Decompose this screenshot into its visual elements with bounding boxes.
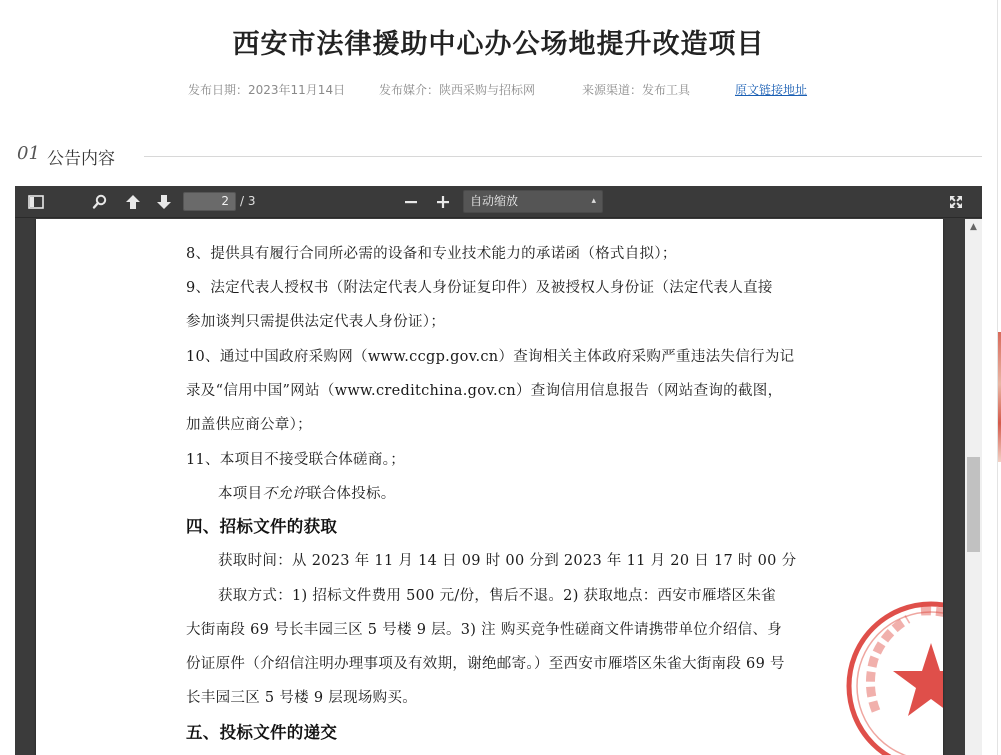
zoom-select-value: 自动缩放 xyxy=(470,194,519,208)
fullscreen-icon[interactable] xyxy=(946,192,966,212)
doc-line: 大街南段 69 号长丰园三区 5 号楼 9 层。3) 注 购买竞争性磋商文件请携带单位介绍信、身 xyxy=(186,622,783,638)
vertical-scrollbar[interactable] xyxy=(965,219,982,755)
doc-line: 获取方式：1) 招标文件费用 500 元/份，售后不退。2) 获取地点：西安市雁塔区朱雀 xyxy=(218,588,776,604)
section-number: 01 xyxy=(17,143,40,164)
search-icon[interactable] xyxy=(90,192,110,212)
updown-arrows-icon: ▴ xyxy=(591,196,596,206)
doc-line: 10、通过中国政府采购网（www.ccgp.gov.cn）查询相关主体政府采购严重违法失信行为记 xyxy=(186,349,795,365)
doc-text-italic: 不允许 xyxy=(262,486,307,502)
doc-text: 联合体投标。 xyxy=(306,486,396,502)
doc-line: 份证原件（介绍信注明办理事项及有效期，谢绝邮寄。）至西安市雁塔区朱雀大街南段 69 号 xyxy=(186,656,785,672)
doc-line: 加盖供应商公章）； xyxy=(186,417,312,433)
doc-heading: 四、招标文件的获取 xyxy=(186,517,338,536)
section-title: 公告内容 xyxy=(47,149,115,169)
doc-line: 录及“信用中国”网站（www.creditchina.gov.cn）查询信用信息报告（网站查询的截图， xyxy=(186,383,783,399)
pdf-toolbar xyxy=(15,186,982,218)
source-channel: 来源渠道：发布工具 xyxy=(582,83,691,97)
doc-line: 参加谈判只需提供法定代表人身份证）； xyxy=(186,314,446,330)
plus-icon[interactable] xyxy=(433,192,453,212)
doc-text: 本项目 xyxy=(218,486,263,502)
publish-date: 发布日期：2023年11月14日 xyxy=(188,83,346,97)
doc-line: 获取时间：从 2023 年 11 月 14 日 09 时 00 分到 2023 年 11 月 20 日 17 时 00 分 xyxy=(218,553,797,569)
page-number-input[interactable]: 2 xyxy=(183,192,236,211)
doc-line: 9、法定代表人授权书（附法定代表人身份证复印件）及被授权人身份证（法定代表人直接 xyxy=(186,280,773,296)
doc-line: 长丰园三区 5 号楼 9 层现场购买。 xyxy=(186,690,418,706)
minus-icon[interactable] xyxy=(401,192,421,212)
page-title: 西安市法律援助中心办公场地提升改造项目 xyxy=(232,29,765,60)
original-link[interactable]: 原文链接地址 xyxy=(735,83,808,97)
pdf-viewer xyxy=(15,186,982,755)
section-divider xyxy=(144,156,982,157)
section-header xyxy=(17,143,982,169)
publish-media: 发布媒介：陕西采购与招标网 xyxy=(379,83,536,97)
zoom-select[interactable] xyxy=(463,190,603,213)
article-meta xyxy=(0,81,997,99)
scrollbar-thumb[interactable] xyxy=(967,457,980,552)
doc-heading: 五、投标文件的递交 xyxy=(186,723,338,742)
document-area[interactable] xyxy=(15,219,965,755)
doc-line xyxy=(218,482,396,503)
scroll-up-icon[interactable]: ▲ xyxy=(970,222,977,232)
pdf-page xyxy=(36,219,943,755)
page-count: / 3 xyxy=(240,194,256,208)
arrow-up-icon[interactable] xyxy=(123,192,143,212)
official-stamp-icon xyxy=(836,591,943,755)
arrow-down-icon[interactable] xyxy=(154,192,174,212)
sidebar-toggle-icon[interactable] xyxy=(26,192,46,212)
doc-line: 8、提供具有履行合同所必需的设备和专业技术能力的承诺函（格式自拟）； xyxy=(186,246,677,262)
doc-line: 11、本项目不接受联合体磋商。； xyxy=(186,452,405,468)
